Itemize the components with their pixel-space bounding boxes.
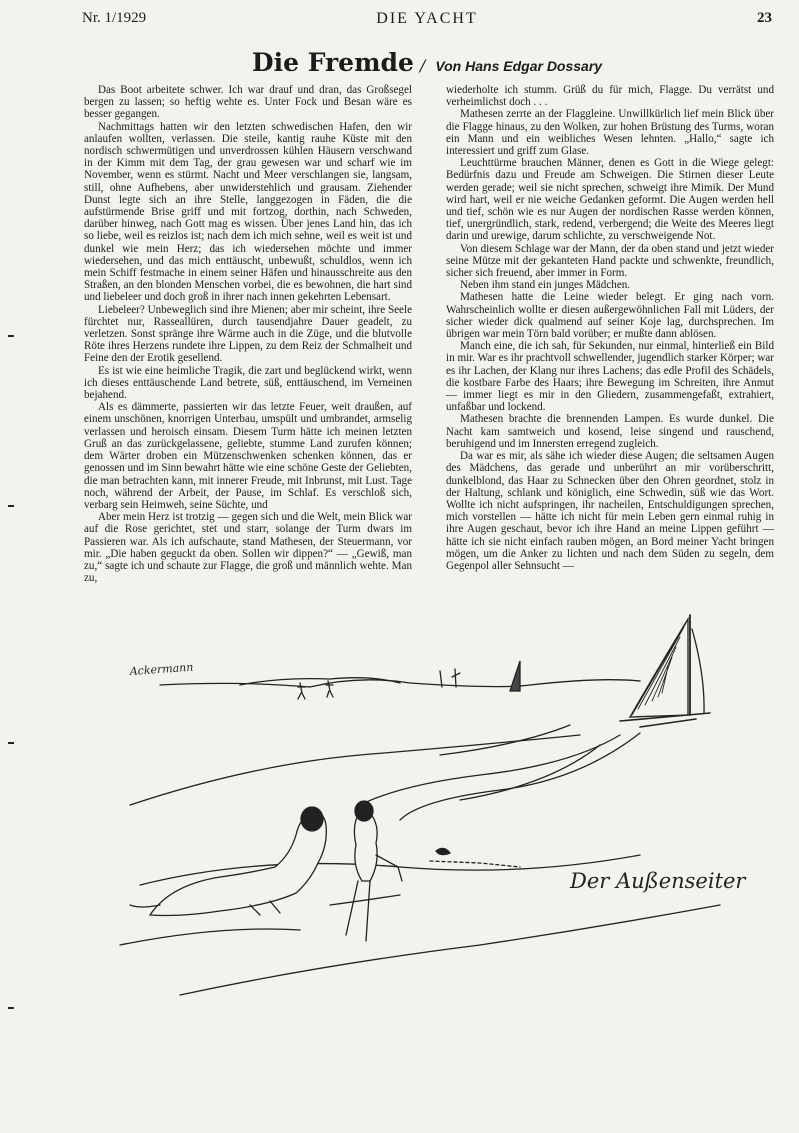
reclining-man <box>150 813 326 916</box>
binding-mark <box>8 742 14 744</box>
page-header <box>82 10 772 32</box>
binding-mark <box>8 1007 14 1009</box>
issue-number: Nr. 1/1929 <box>82 10 147 26</box>
article-heading <box>82 48 772 77</box>
paragraph: Als es dämmerte, passierten wir das letzte Feuer, weit draußen, auf einem unschönen, knorrigen Unterbau, umspült und umbrandet, armselig verlassen und heroisch einsam. Diesem Turm hätte ich meinen letzten Gruß an das zurückgelassene, geliebte, stumme Land zurufen können; dem Wärter droben ein Mützenschwenken schenken können, das er genossen und im Sinn bewahrt hätte wie eine schöne Geste der Geliebten, die man betrachten kann, mit innerer Freude, mit Inbrunst, mit Lust. Tage noch, während der Arbeit, der Pause, im Schlaf. Es verschloß sich, verbarg sein Heimweh, seine Süchte, und <box>84 401 412 511</box>
skater-figure <box>298 683 305 699</box>
seated-woman <box>354 813 377 881</box>
shadow-line <box>330 895 400 905</box>
paragraph: wiederholte ich stumm. Grüß du für mich, Flagge. Du verrätst und verheimlichst doch . . . <box>446 84 774 109</box>
paragraph: Das Boot arbeitete schwer. Ich war drauf und dran, das Großsegel bergen zu lassen; so heftig wehte es. Unter Fock und Besan wäre es besser gegangen. <box>84 84 412 121</box>
binding-mark <box>8 505 14 507</box>
paragraph: Mathesen brachte die brennenden Lampen. Es wurde dunkel. Die Nacht kam samtweich und kosend, leise singend und rauschend, beruhigend und im Innersten erregend zugleich. <box>446 413 774 450</box>
paragraph: Neben ihm stand ein junges Mädchen. <box>460 279 631 292</box>
paragraph: Liebeleer? Unbeweglich sind ihre Mienen; aber mir scheint, ihre Seele fürchtet nur, Rasseallüren, durch tausendjahre Dauer geadelt, zu verletzen. Sonst spränge ihre Wärme auch in die Züge, und die blutvolle Röte ihres Herzens rundete ihre Lippen, zu dem Reiz der Schmalheit und Feine den der Erotik gesellend. <box>84 303 412 365</box>
man-cap <box>301 807 323 831</box>
artist-signature: Ackermann <box>129 660 194 678</box>
magazine-title: DIE YACHT <box>376 10 478 27</box>
woman-hair <box>355 801 373 821</box>
right-column <box>446 84 774 606</box>
motion-streak <box>400 733 640 820</box>
article-author: Von Hans Edgar Dossary <box>435 58 603 74</box>
distant-sail <box>510 661 520 691</box>
ice-contour <box>120 929 300 945</box>
paragraph: Mathesen zerrte an der Flaggleine. Unwillkürlich lief mein Blick über die Flagge hinaus, zu den Wolken, zur hohen Brüstung des Turms, woran ein Mann und ein weibliches Wesen lehnten. „Hallo,“ sagte ich interessiert und griff zum Glase. <box>446 108 774 158</box>
caption-signature: Der Außenseiter <box>570 869 746 893</box>
ice-shadow <box>430 861 520 867</box>
tree-sketch <box>440 669 460 687</box>
paragraph: Manch eine, die ich sah, für Sekunden, nur einmal, hinterließ ein Bild in mir. War es ihr prachtvoll schwellender, jugendlich starker Körper; war es ihr Lachen, der Klang nur ihres Lachens; das edle Profil des Schädels, die kostbare Farbe des Haars; ihre Bewegung im Schreiten, ihre Anmut — immer liegt es mir in den Gliedern, zusammengefaßt, extrahiert, unfaßbar und lockend. <box>446 340 774 414</box>
paragraph: Da war es mir, als sähe ich wieder diese Augen; die seltsamen Augen des Mädchens, das gerade und unberührt an mir vorüberschritt, dunkelblond, das Haar zu Schnecken über den Ohren geordnet, stolz in der Haltung, schlank und königlich, eine Schwedin, süß wie das Wort. Wollte ich nicht aufspringen, ihr nacheilen, Entschuldigungen sprechen, mich vorstellen — hätte ich nicht für mein Leben gern einmal ruhig in ihre Augen geschaut, bevor ich ihre Hand an meine Lippen geführt — hätte ich sie nicht einfach rauben mögen, an Bord meiner Yacht bringen mögen, um die Anker zu lichten und nach dem Süden zu segeln, dem Gegenpol aller Sehnsucht — <box>446 450 774 572</box>
ice-sailing-illustration <box>100 605 760 1025</box>
ice-contour <box>180 905 720 995</box>
article-title: Die Fremde <box>251 48 414 77</box>
motion-streak <box>460 745 600 800</box>
yacht-jib <box>692 629 704 713</box>
motion-streak <box>440 725 570 755</box>
page-number: 23 <box>757 10 772 26</box>
paragraph: Leuchttürme brauchen Männer, denen es Gott in die Wiege gelegt: Bedürfnis dazu und Freude am Schweigen. Die Stirnen dieser Leute werden gerade; weil sie nicht sprechen, schweigt ihre Mimik. Der Mund wird hart, weil er nie weiche Gedanken geformt. Die Augen werden hell und tief, schön wie es nur Augen der nordischen Rasse werden können, tief, unergründlich, stark, redend, verbergend; die Weite des Meeres liegt darin und urewige, darum schlichte, zu verschweigende Not. <box>446 157 774 243</box>
binding-mark <box>8 335 14 337</box>
paragraph: Mathesen hatte die Leine wieder belegt. Er ging nach vorn. Wahrscheinlich wollte er diesen außergewöhnlichen Fall mit Lüders, der sicher wieder dick qualmend auf seiner Koje lag, durchsprechen. Im übrigen war mein Törn bald vorüber; er mußte dann ablösen. <box>446 291 774 341</box>
title-separator: / <box>419 56 426 75</box>
paragraph: Nachmittags hatten wir den letzten schwedischen Hafen, den wir anlaufen wollten, verlassen. Die steile, kantig rauhe Küste mit den nordisch schwermütigen und unverdrossen kühlen Häusern verschwand in der Kimm mit dem Tag, der grau gewesen war und scharf wie im November, wenn es stürmt. Nacht und Meer verschlangen sie, langsam, still, ohne Aufhebens, aber unwiderstehlich und grausam. Ziehender Dunst legte sich an ihre Stelle, langgezogen in Fäden, die die aufstürmende Brise griff und mit fortzog, dorthin, nach Schweden, darüber hinweg, nach Gott mag es wissen. Über jenes Land hin, das ich so liebe, weil es reizlos ist; nach dem ich mich sehne, weil es weit ist und dunkel wie mein Herz; das ich wiedersehen möchte und immer wiedersehen, und das mich enttäuscht, unbewußt, schuldlos, wenn ich mein Schiff festmache in einem seiner Häfen und hinausschreite aus den Straßen, an den blonden Menschen vorbei, die es bewohnen, die hart sind und liebeleer und doch groß in ihrer nach innen gekehrten Lebensart. <box>84 120 412 304</box>
paragraph: Von diesem Schlage war der Mann, der da oben stand und jetzt wieder seine Mütze mit der gekanteten Hand packte und schwenkte, freundlich, sicher sich freuend, aber immer in Form. <box>446 242 774 280</box>
paragraph: Es ist wie eine heimliche Tragik, die zart und beglückend wirkt, wenn ich dieses enttäuschende Land betrete, süß, enttäuschend, im Verneinen bejahend. <box>84 364 412 402</box>
paragraph: Aber mein Herz ist trotzig — gegen sich und die Welt, mein Blick war auf die Rose gerichtet, stet und starr, solange der Turm dwars im Passieren war. Als ich aufschaute, stand Mathesen, der Steuermann, vor mir. „Die haben geguckt da oben. Sollen wir dippen?“ — „Gewiß, man zu,“ sagte ich und schaute zur Flagge, die groß und männlich wehte. Man zu, <box>84 511 412 585</box>
left-column <box>84 84 412 606</box>
small-object <box>436 848 450 854</box>
